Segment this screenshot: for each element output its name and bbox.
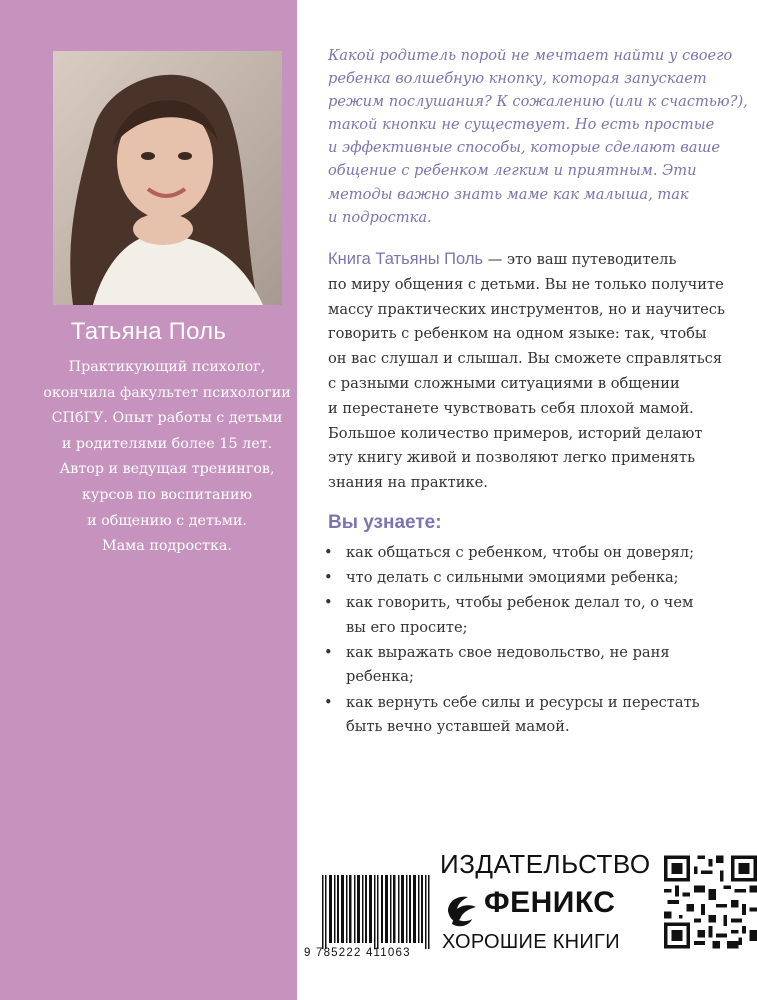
description-line: говорить с ребенком на одном языке: так, чтобы [328, 325, 707, 343]
author-panel [0, 0, 297, 1000]
qr-code-icon [664, 854, 757, 950]
intro-line: ребенка волшебную кнопку, которая запускает [328, 70, 707, 88]
list-item [320, 691, 750, 740]
description-line: по миру общения с детьми. Вы не только получите [328, 275, 724, 293]
description-line: с разными сложными ситуациями в общении [328, 374, 680, 392]
list-item [320, 641, 750, 690]
publisher-label: ИЗДАТЕЛЬСТВО [440, 849, 651, 879]
description-line: знания на практике. [328, 474, 488, 492]
author-portrait-icon [53, 51, 282, 305]
list-item-text: • как общаться с ребенком, чтобы он доверял; [346, 544, 694, 561]
list-item-text: вы его просите; [346, 618, 468, 636]
learn-heading: Вы узнаете: [328, 512, 442, 533]
description-line: эту книгу живой и позволяют легко применять [328, 449, 696, 467]
intro-line: Какой родитель порой не мечтает найти у своего [328, 47, 733, 64]
list-item-text: • как говорить, чтобы ребенок делал то, о чем [346, 594, 694, 612]
barcode-icon [322, 875, 430, 949]
bio-line: курсов по воспитанию [81, 486, 253, 503]
bio-line: Практикующий психолог, [68, 359, 266, 375]
bio-line: СПбГУ. Опыт работы с детьми [51, 410, 283, 427]
list-item-text: • как вернуть себе силы и ресурсы и перестать [346, 693, 700, 711]
author-name: Татьяна Поль [70, 318, 227, 345]
description-text: — это ваш путеводитель [483, 251, 677, 268]
bio-line: и общению с детьми. [87, 512, 247, 529]
intro-line: и подростка. [328, 208, 432, 226]
list-item-text: • как выражать свое недовольство, не раня [346, 643, 670, 661]
author-bio [36, 355, 298, 560]
intro-line: методы важно знать маме как малыша, так [328, 185, 689, 203]
bio-line: Мама подростка. [102, 538, 232, 555]
bio-line: Автор и ведущая тренингов, [59, 461, 275, 478]
intro-line: режим послушания? К сожалению (или к счастью?), [328, 93, 748, 111]
publisher-slogan: ХОРОШИЕ КНИГИ [442, 931, 620, 953]
list-item [320, 541, 750, 566]
intro-line: и эффективные способы, которые сделают ваше [328, 139, 720, 157]
list-item [320, 566, 750, 591]
author-photo [53, 51, 282, 305]
description-line: массу практических инструментов, но и научитесь [328, 300, 725, 318]
barcode-digits: 9 785222 411063 [304, 947, 411, 959]
list-item-text: ребенка; [346, 668, 414, 686]
intro-paragraph [328, 44, 753, 229]
intro-line: такой кнопки не существует. Но есть простые [328, 116, 715, 134]
book-description [328, 247, 753, 496]
description-line: Большое количество примеров, историй делают [328, 424, 703, 442]
phoenix-logo-icon [440, 891, 480, 931]
learn-list [320, 541, 750, 740]
list-item [320, 591, 750, 640]
book-title-accent: Книга Татьяны Поль [328, 250, 484, 268]
description-line: он вас слушал и слышал. Вы сможете справляться [328, 350, 723, 368]
bio-line: и родителями более 15 лет. [61, 435, 273, 452]
description-line: и перестанете чувствовать себя плохой мамой. [328, 399, 694, 417]
publisher-brand: ФЕНИКС [484, 886, 616, 919]
bio-line: окончила факультет психологии [43, 384, 291, 401]
list-item-text: • что делать с сильными эмоциями ребенка; [346, 569, 679, 587]
list-item-text: быть вечно уставшей мамой. [346, 718, 570, 736]
description-first-line [328, 247, 753, 273]
intro-line: общение с ребенком легким и приятным. Эти [328, 162, 697, 180]
